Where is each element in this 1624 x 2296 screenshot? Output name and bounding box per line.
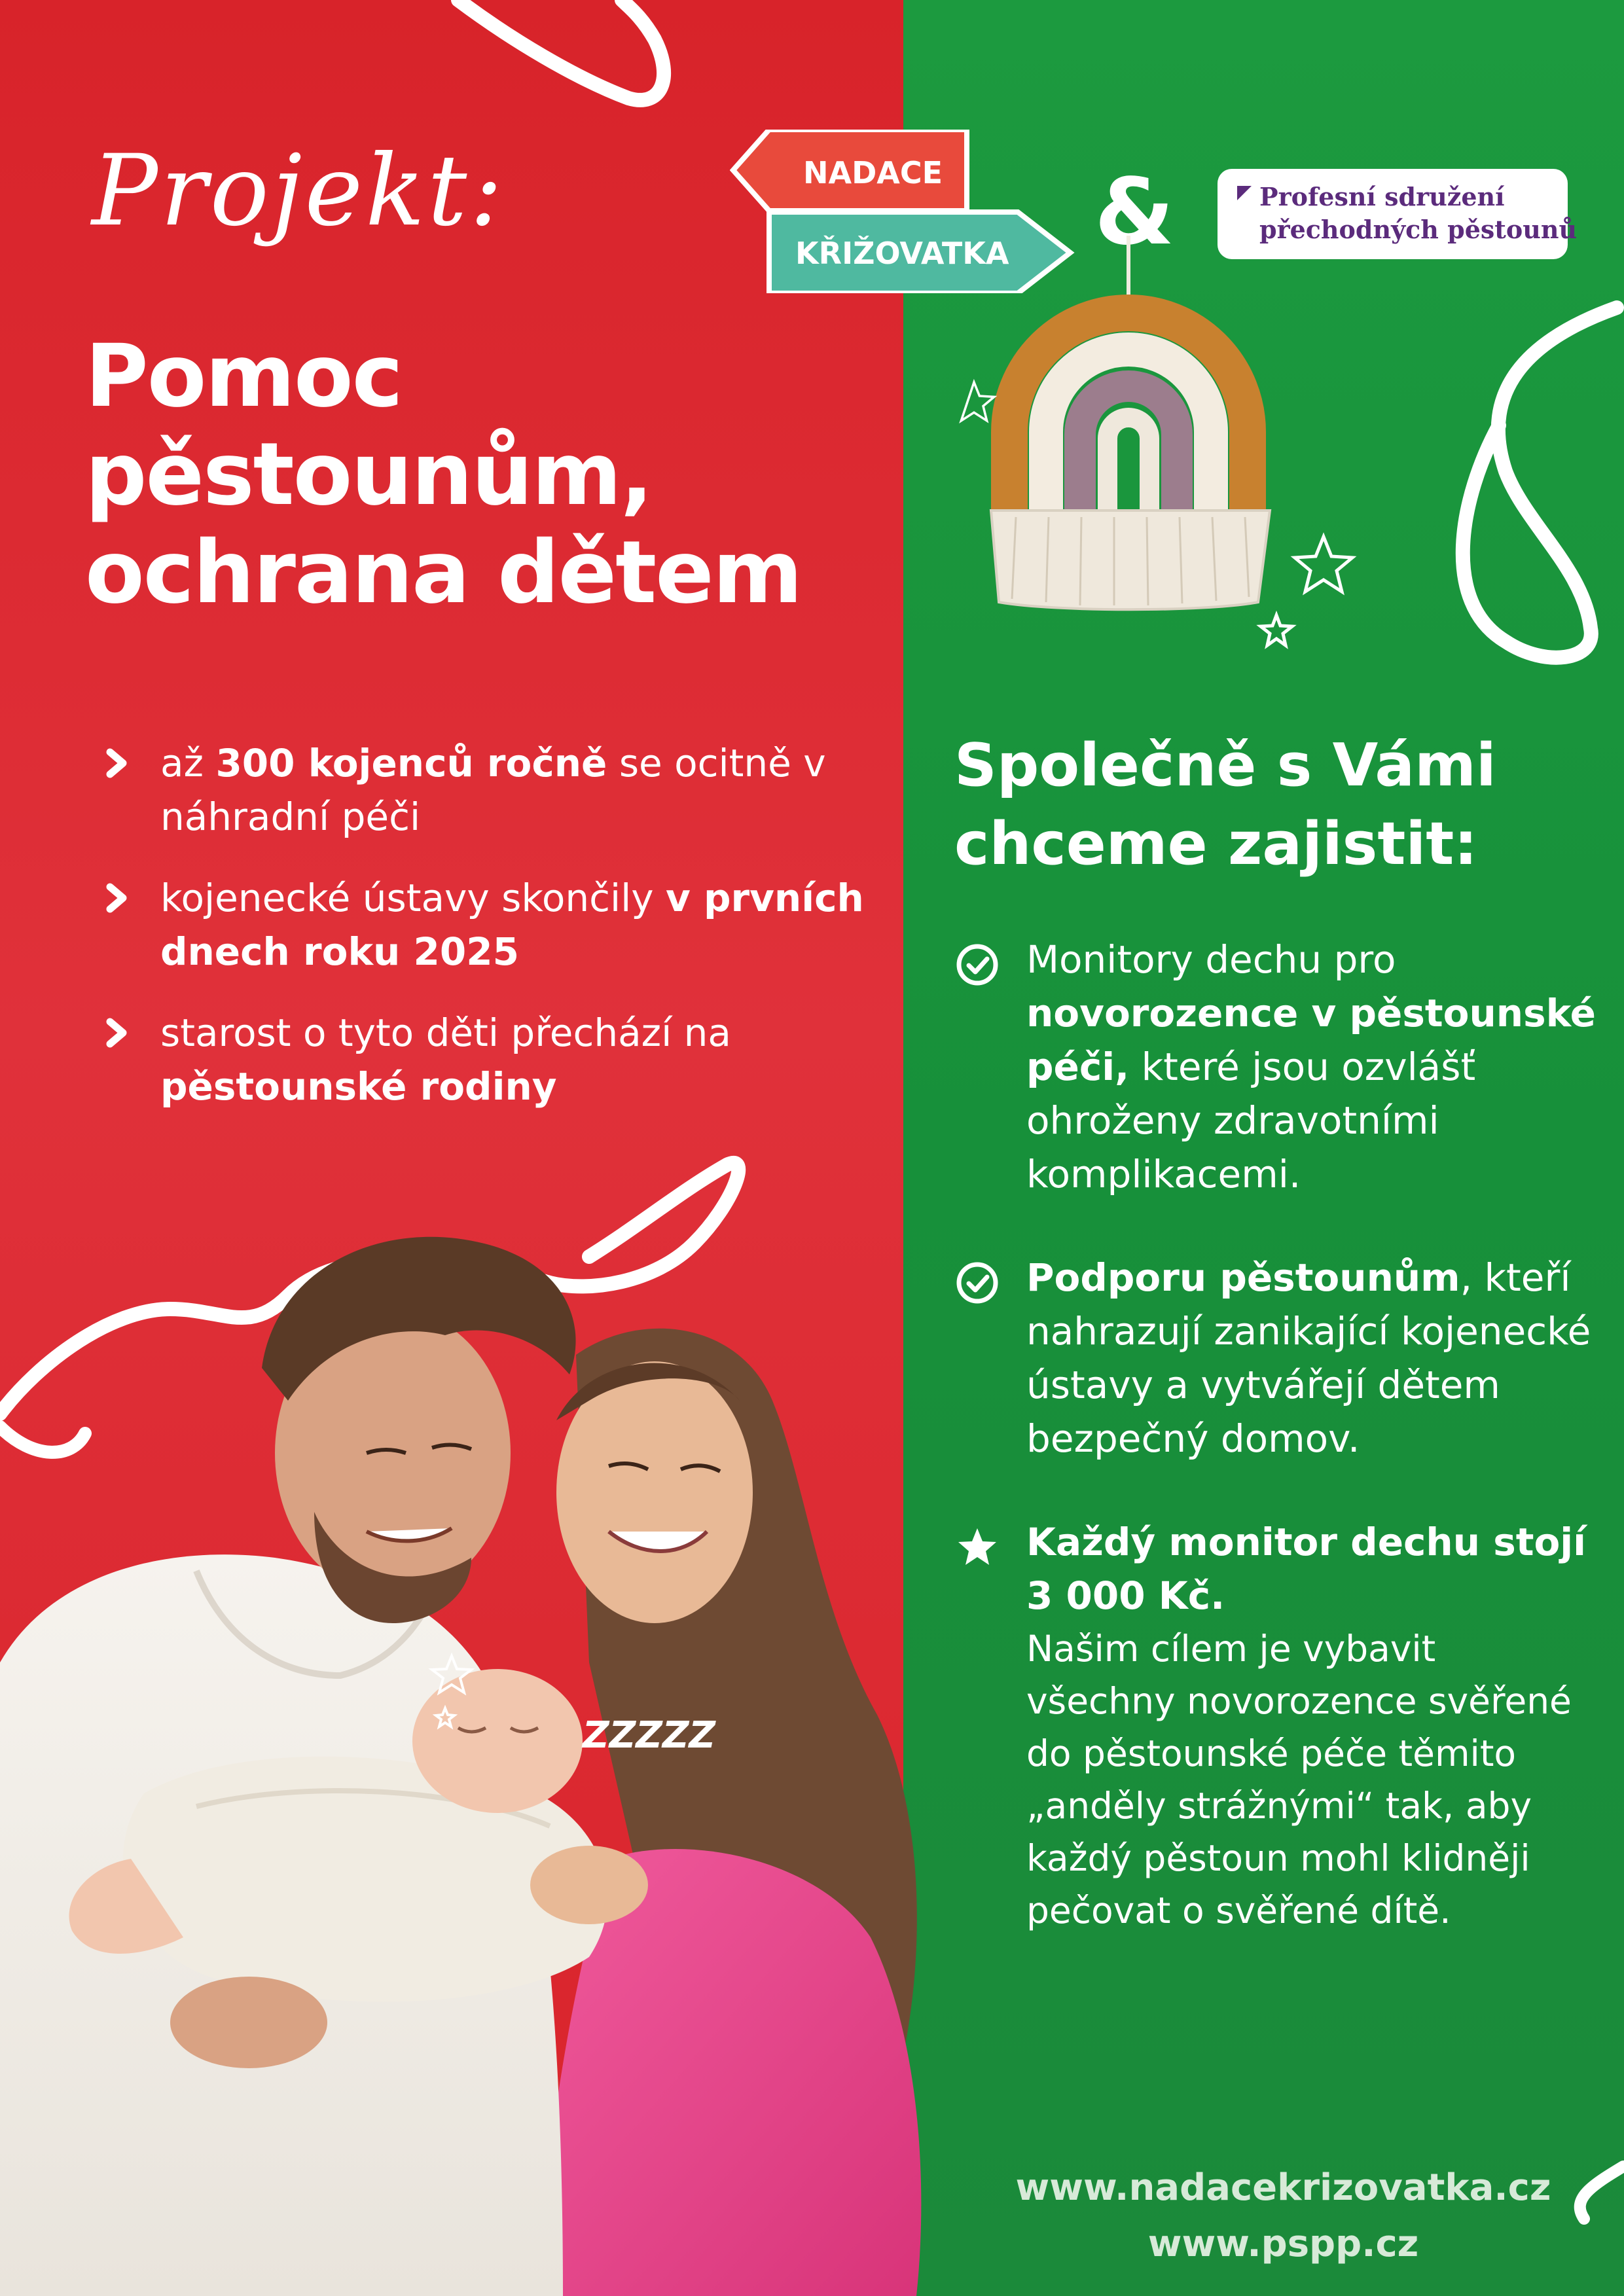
fact-text: se ocitně v náhradní péči xyxy=(160,741,826,839)
krizovatka-label: KŘIŽOVATKA xyxy=(795,236,1009,271)
check-circle-icon xyxy=(954,942,1000,988)
goal-bold: Podporu pěstounům xyxy=(1026,1255,1460,1300)
chevron-right-icon xyxy=(98,736,137,790)
goal-bold: Každý monitor dechu stojí 3 000 Kč. xyxy=(1026,1520,1587,1618)
website-link[interactable]: www.pspp.cz xyxy=(1147,2223,1419,2265)
nadace-label: NADACE xyxy=(803,155,943,190)
family-photo xyxy=(0,1204,962,2296)
goal-text: Našim cílem je vybavit všechny novorozence svěřené do pěstounské péče těmito „anděly strážnými“ tak, aby každý pěstoun mohl klidněji pečovat o svěřené dítě. xyxy=(1026,1628,1572,1931)
headline-line: pěstounům, xyxy=(85,424,652,525)
fact-bold: v prvních dnech roku 2025 xyxy=(160,876,864,974)
heading-line: chceme zajistit: xyxy=(954,810,1478,878)
fact-item xyxy=(98,1006,871,1113)
section-heading xyxy=(954,726,1496,884)
goal-bold: novorozence v pěstounské péči, xyxy=(1026,991,1596,1089)
ampersand: & xyxy=(1094,159,1175,266)
website-links xyxy=(903,2160,1624,2272)
fact-item xyxy=(98,871,871,978)
rainbow-ornament-image xyxy=(957,236,1376,655)
facts-list xyxy=(98,736,871,1141)
goal-item xyxy=(954,1515,1596,1937)
website-link[interactable]: www.nadacekrizovatka.cz xyxy=(1015,2166,1551,2209)
heading-line: Společně s Vámi xyxy=(954,731,1496,800)
goal-text: , kteří nahrazují zanikající kojenecké ústavy a vytvářejí dětem bezpečný domov. xyxy=(1026,1255,1591,1461)
goal-item xyxy=(954,1251,1596,1465)
chevron-right-icon xyxy=(98,1006,137,1060)
fact-bold: 300 kojenců ročně xyxy=(215,741,607,785)
chevron-right-icon xyxy=(98,871,137,925)
goal-text: které jsou ozvlášť ohroženy zdravotními komplikacemi. xyxy=(1026,1045,1476,1196)
goal-text: Monitory dechu pro xyxy=(1026,937,1396,982)
goal-item xyxy=(954,933,1596,1201)
sleep-zzz-text: ZZZZZ xyxy=(583,1714,716,1757)
page-title xyxy=(85,327,801,622)
headline-line: ochrana dětem xyxy=(85,522,802,623)
pspp-mark-icon xyxy=(1237,186,1252,200)
pspp-line: přechodných pěstounů xyxy=(1259,215,1578,244)
fact-text: až xyxy=(160,741,216,785)
fact-bold: pěstounské rodiny xyxy=(160,1064,557,1109)
fact-text: starost o tyto děti přechází na xyxy=(160,1011,731,1055)
project-label: Projekt: xyxy=(92,134,505,248)
fact-item xyxy=(98,736,871,844)
goals-list xyxy=(954,933,1596,1986)
pspp-line: Profesní sdružení xyxy=(1259,182,1505,211)
fact-text: kojenecké ústavy skončily xyxy=(160,876,666,920)
headline-line: Pomoc xyxy=(85,326,402,427)
